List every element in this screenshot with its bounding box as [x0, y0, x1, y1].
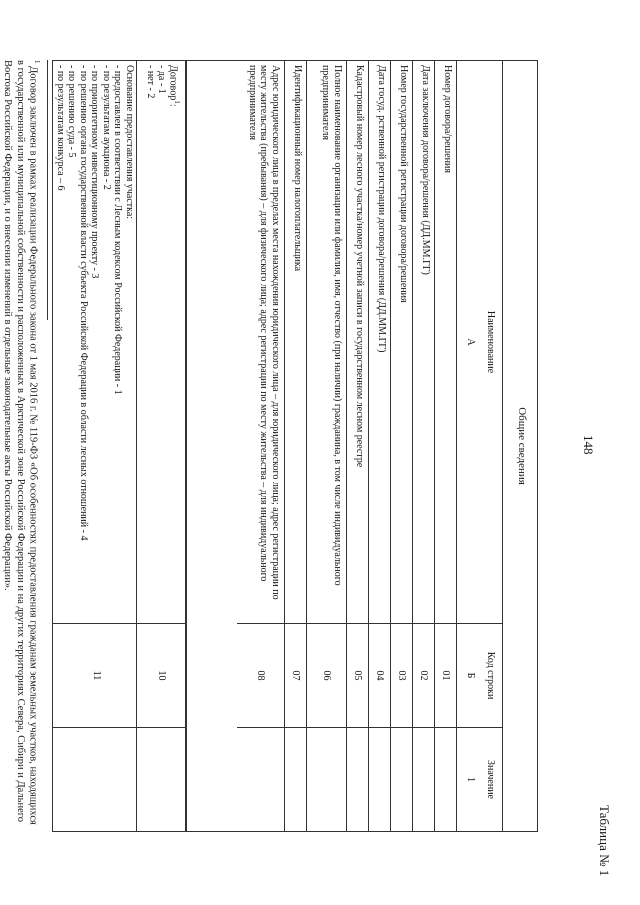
footnote-sup: 1 [33, 60, 41, 64]
table-row-code [285, 623, 307, 727]
col-value-label: Значение [485, 759, 496, 799]
table-row-value [347, 727, 369, 831]
table-row-code [347, 623, 369, 727]
row-code-text: 02 [418, 670, 429, 681]
basis-option-2: - по результатам аукциона - 2 [101, 65, 112, 190]
table-row-value [307, 727, 347, 831]
contract-code: 10 [156, 670, 167, 681]
row-code-text: 07 [290, 670, 301, 681]
contract-title: Договор [167, 65, 179, 101]
footnote-text: Договор заключен в рамках реализации Федерального закона от 1 мая 2016 г. № 119-ФЗ «Об особенностях предоставления гражданам земельных участков, находящихся в государственной или муниципальной собственности и расположенных в Арктической зоне Российской Федерации и на других территориях Севера, Сибири и Дальнего Востока Российской Федерации, и о внесении изменений в отдельные законодательные акты Российской Федерации». [2, 60, 39, 825]
basis-option-4: - по решению органа государственной власти субъекта Российской Федерации в области лесных отношений - 4 [78, 65, 89, 541]
row-code-text: 06 [321, 670, 332, 681]
basis-row-name [53, 61, 137, 623]
basis-title: Основание предоставления участка: [124, 65, 135, 220]
table-row-name [369, 61, 391, 623]
table-row-name [435, 61, 457, 623]
table-row-code [413, 623, 435, 727]
row-name-text: Кадастровый номер лесного участка/номер учетной записи в государственном лесном реестре [354, 65, 365, 468]
row-code-text: 03 [396, 670, 407, 681]
col-value-header [457, 727, 503, 831]
table-row-name [391, 61, 413, 623]
table-row-code [307, 623, 347, 727]
basis-option-6: - по результатам конкурса – 6 [55, 65, 66, 191]
table-row-name [237, 61, 285, 623]
row-code-text: 05 [352, 670, 363, 681]
basis-row-code [53, 623, 137, 727]
contract-option-1: - да - 1 [156, 65, 168, 94]
table-row-value [413, 727, 435, 831]
col-code-header [457, 623, 503, 727]
table-label: Таблица № 1 [597, 805, 612, 877]
row-code-text: 01 [440, 670, 451, 681]
general-info-table [52, 60, 538, 832]
basis-option-5: - по решению суда - 5 [66, 65, 78, 158]
row-code-text: 08 [255, 670, 266, 681]
table-row-value [435, 727, 457, 831]
col-name-letter: А [465, 338, 477, 346]
contract-row-code [137, 623, 187, 727]
row-name-text: Дата заключения договора/решения (ДД.ММ.ГГ) [420, 65, 431, 275]
row-name-text: Идентификационный номер налогоплательщика [292, 65, 303, 272]
section-title-cell [503, 61, 537, 831]
row-name-text: Полное наименование организации или фамилия, имя, отчество (при наличии) гражданина, в том числе индивидуального предпринимателя [320, 65, 343, 586]
table-row-code [369, 623, 391, 727]
table-row-code [435, 623, 457, 727]
basis-code: 11 [91, 670, 102, 681]
table-row-code [237, 623, 285, 727]
row-name-text: Дата госуд. рственной регистрации договора/решения (ДД.ММ.ГГ) [376, 65, 387, 353]
footnote [1, 60, 48, 830]
contract-sup: 1 [173, 100, 181, 104]
col-code-label: Код строки [485, 651, 496, 700]
row-name-text: Номер договора/решения [442, 65, 453, 173]
table-row-name [347, 61, 369, 623]
table-row-value [391, 727, 413, 831]
table-row-name [285, 61, 307, 623]
table-row-name [307, 61, 347, 623]
col-name-header [457, 61, 503, 623]
contract-option-2: - нет - 2 [144, 65, 156, 99]
contract-row-value [137, 727, 187, 831]
basis-option-3: - по приоритетному инвестиционному проекту - 3 [89, 65, 101, 279]
col-code-letter: Б [465, 672, 477, 679]
table-row-name [413, 61, 435, 623]
table-row-value [285, 727, 307, 831]
page-number: 148 [581, 435, 596, 455]
section-title: Общие сведения [516, 407, 528, 485]
row-name-text: Номер государственной регистрации договора/решения [398, 65, 409, 303]
table-row-code [391, 623, 413, 727]
table-row-value [237, 727, 285, 831]
row-name-text: Адрес юридического лица в пределах места нахождения юридического лица – для юридического лица; адрес регистрации по месту жительства (пребывания) – для физического лица; адрес регистрации по месту жительства – для индивидуального предпринимателя [247, 65, 281, 600]
basis-row-value [53, 727, 137, 831]
table-row-value [369, 727, 391, 831]
contract-row-name: Договор$^1$: - да - 1 - нет - 2 [137, 61, 187, 623]
col-name-label: Наименование [485, 310, 496, 374]
basis-option-1: - предоставлен в соответствии с Лесным кодексом Российской Федерации - 1 [112, 65, 124, 395]
footnote-separator [47, 60, 48, 320]
row-code-text: 04 [374, 670, 385, 681]
col-value-num: 1 [465, 777, 477, 782]
